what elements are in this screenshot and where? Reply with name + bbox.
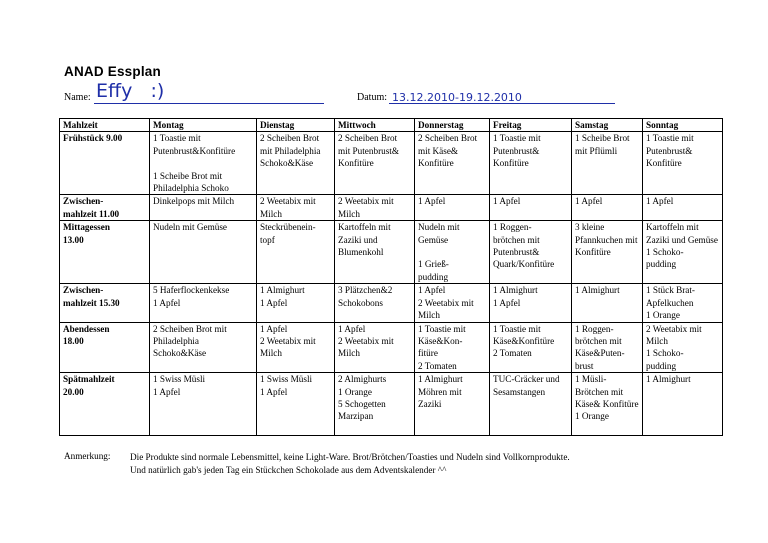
table-cell: 3 Plätzchen&2 Schokobons [335, 284, 415, 322]
table-cell: TUC-Cräcker und Sesamstangen [490, 373, 572, 436]
table-cell: 1 Apfel [415, 195, 490, 221]
table-row [60, 322, 723, 373]
table-cell: 2 Scheiben Brot mit Putenbrust& Konfitüre [335, 132, 415, 195]
table-cell: 2 Scheiben Brot mit Philadelphia Schoko&Käse [257, 132, 335, 195]
table-row [60, 284, 723, 322]
table-cell: 1 Apfel [572, 195, 643, 221]
table-cell: 1 Apfel 2 Weetabix mit Milch [335, 322, 415, 373]
table-cell: 1 Apfel 2 Weetabix mit Milch [415, 284, 490, 322]
table-cell: Kartoffeln mit Zaziki und Blumenkohl [335, 221, 415, 284]
table-cell: 1 Stück Brat- Apfelkuchen 1 Orange [643, 284, 723, 322]
meal-label: Zwischen- mahlzeit 15.30 [60, 284, 150, 322]
table-cell: 1 Scheibe Brot mit Pflümli [572, 132, 643, 195]
table-cell: 1 Roggen- brötchen mit Käse&Puten- brust [572, 322, 643, 373]
header-cell: Sonntag [643, 119, 723, 132]
date-underline [389, 103, 615, 104]
meal-label: Mittagessen 13.00 [60, 221, 150, 284]
table-cell: Dinkelpops mit Milch [150, 195, 257, 221]
table-cell: 1 Apfel 2 Weetabix mit Milch [257, 322, 335, 373]
header-cell: Samstag [572, 119, 643, 132]
meal-label: Spätmahlzeit 20.00 [60, 373, 150, 436]
table-cell: 1 Apfel [643, 195, 723, 221]
header-cell: Dienstag [257, 119, 335, 132]
table-cell: 1 Müsli- Brötchen mit Käse& Konfitüre 1 Orange [572, 373, 643, 436]
table-cell: 2 Weetabix mit Milch [257, 195, 335, 221]
table-cell: 1 Toastie mit Putenbrust& Konfitüre [643, 132, 723, 195]
table-cell: Kartoffeln mit Zaziki und Gemüse 1 Schoko- pudding [643, 221, 723, 284]
header-cell: Freitag [490, 119, 572, 132]
table-cell: 1 Swiss Müsli 1 Apfel [150, 373, 257, 436]
table-cell: 1 Roggen- brötchen mit Putenbrust& Quark/Konfitüre [490, 221, 572, 284]
table-cell: 3 kleine Pfannkuchen mit Konfitüre [572, 221, 643, 284]
date-value: 13.12.2010-19.12.2010 [392, 91, 522, 104]
header-row [60, 119, 723, 132]
table-cell: 1 Swiss Müsli 1 Apfel [257, 373, 335, 436]
table-cell: 1 Toastie mit Käse&Konfitüre 2 Tomaten [490, 322, 572, 373]
table-cell: 2 Weetabix mit Milch [335, 195, 415, 221]
table-cell: 1 Almighurt [643, 373, 723, 436]
table-cell: Steckrübenein- topf [257, 221, 335, 284]
header-cell: Montag [150, 119, 257, 132]
note-line: Die Produkte sind normale Lebensmittel, keine Light-Ware. Brot/Brötchen/Toasties und Nudeln sind Vollkornprodukte. [130, 452, 570, 462]
table-cell: 2 Scheiben Brot mit Philadelphia Schoko&Käse [150, 322, 257, 373]
name-underline [94, 103, 324, 104]
header-cell: Mittwoch [335, 119, 415, 132]
table-cell: Nudeln mit Gemüse [150, 221, 257, 284]
meal-plan-table [59, 118, 723, 436]
table-cell: 1 Toastie mit Putenbrust& Konfitüre [490, 132, 572, 195]
plan-title: ANAD Essplan [64, 64, 161, 79]
table-row [60, 195, 723, 221]
table-cell: 2 Scheiben Brot mit Käse& Konfitüre [415, 132, 490, 195]
meal-label: Frühstück 9.00 [60, 132, 150, 195]
table-cell: 2 Almighurts 1 Orange 5 Schogetten Marzipan [335, 373, 415, 436]
table-cell: 2 Weetabix mit Milch 1 Schoko- pudding [643, 322, 723, 373]
table-cell: 1 Almighurt 1 Apfel [257, 284, 335, 322]
table-cell: 1 Toastie mit Putenbrust&Konfitüre 1 Scheibe Brot mit Philadelphia Schoko [150, 132, 257, 195]
table-cell: Nudeln mit Gemüse 1 Grieß- pudding [415, 221, 490, 284]
table-row [60, 373, 723, 436]
table-cell: 1 Almighurt Möhren mit Zaziki [415, 373, 490, 436]
header-cell: Donnerstag [415, 119, 490, 132]
table-row [60, 221, 723, 284]
meal-label: Zwischen- mahlzeit 11.00 [60, 195, 150, 221]
note-line: Und natürlich gab's jeden Tag ein Stückchen Schokolade aus dem Adventskalender ^^ [130, 464, 447, 475]
note-label: Anmerkung: [64, 451, 111, 461]
meal-label: Abendessen 18.00 [60, 322, 150, 373]
table-cell: 1 Toastie mit Käse&Kon- fitüre 2 Tomaten [415, 322, 490, 373]
name-value: Effy :) [96, 80, 165, 102]
table-cell: 1 Almighurt [572, 284, 643, 322]
name-label: Name: [64, 92, 91, 103]
table-row [60, 132, 723, 195]
table-cell: 5 Haferflockenkekse 1 Apfel [150, 284, 257, 322]
table-cell: 1 Apfel [490, 195, 572, 221]
header-cell: Mahlzeit [60, 119, 150, 132]
table-cell: 1 Almighurt 1 Apfel [490, 284, 572, 322]
note-text [130, 451, 730, 476]
date-label: Datum: [357, 92, 387, 103]
